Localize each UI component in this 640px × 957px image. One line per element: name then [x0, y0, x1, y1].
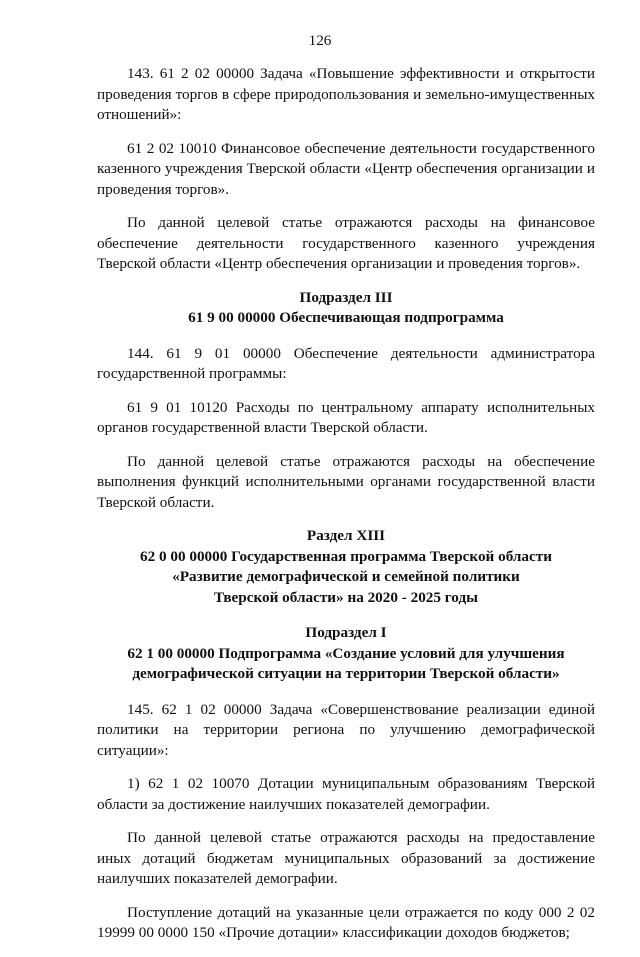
subsection-3-heading: [97, 288, 595, 329]
page-number: 126: [308, 32, 332, 49]
paragraph-expense-description-2: По данной целевой статье отражаются расходы на обеспечение выполнения функций исполнительными органами государственной власти Тверской области.: [97, 452, 595, 511]
paragraph-code-61-9-01-10120: 61 9 01 10120 Расходы по центральному аппарату исполнительных органов государственной власти Тверской области.: [97, 398, 595, 436]
paragraph-code-61-2-02-10010: 61 2 02 10010 Финансовое обеспечение деятельности государственного казенного учреждения Тверской области «Центр обеспечения организации и проведения торгов».: [97, 139, 595, 198]
section-13-heading: [97, 526, 595, 608]
paragraph-task-144: 144. 61 9 01 00000 Обеспечение деятельности администратора государственной программы:: [97, 344, 595, 382]
paragraph-task-145: 145. 62 1 02 00000 Задача «Совершенствование реализации единой политики на территории региона по улучшению демографической ситуации»:: [97, 700, 595, 759]
paragraph-income-code: Поступление дотаций на указанные цели отражается по коду 000 2 02 19999 00 0000 150 «Прочие дотации» классификации доходов бюджетов;: [97, 903, 595, 941]
section-13-line-3: Тверской области» на 2020 - 2025 годы: [213, 588, 478, 606]
subsection-1-line-2: демографической ситуации на территории Тверской области»: [132, 665, 560, 682]
document-body: [97, 64, 595, 957]
paragraph-code-62-1-02-10070: 1) 62 1 02 10070 Дотации муниципальным образованиям Тверской области за достижение наилучших показателей демографии.: [97, 775, 595, 813]
subsection-1-title: Подраздел I: [305, 624, 387, 641]
section-13-line-1: 62 0 00 00000 Государственная программа Тверской области: [140, 547, 552, 565]
section-13-line-2: «Развитие демографической и семейной политики: [172, 568, 520, 585]
subsection-1-heading: [97, 623, 595, 685]
subsection-1-line-1: 62 1 00 00000 Подпрограмма «Создание условий для улучшения: [127, 644, 565, 662]
paragraph-expense-description-3: По данной целевой статье отражаются расходы на предоставление иных дотаций бюджетам муниципальных образований за достижение наилучших показателей демографии.: [97, 829, 595, 887]
paragraph-expense-description: По данной целевой статье отражаются расходы на финансовое обеспечение деятельности государственного казенного учреждения Тверской области «Центр обеспечения организации и проведения торгов».: [97, 214, 595, 272]
subsection-3-title: Подраздел III: [299, 288, 393, 306]
section-13-title: Раздел XIII: [306, 527, 386, 544]
subsection-3-name: 61 9 00 00000 Обеспечивающая подпрограмма: [188, 309, 504, 326]
paragraph-task-143: 143. 61 2 02 00000 Задача «Повышение эффективности и открытости проведения торгов в сфере природопользования и земельно-имущественных отношений»:: [97, 65, 595, 123]
